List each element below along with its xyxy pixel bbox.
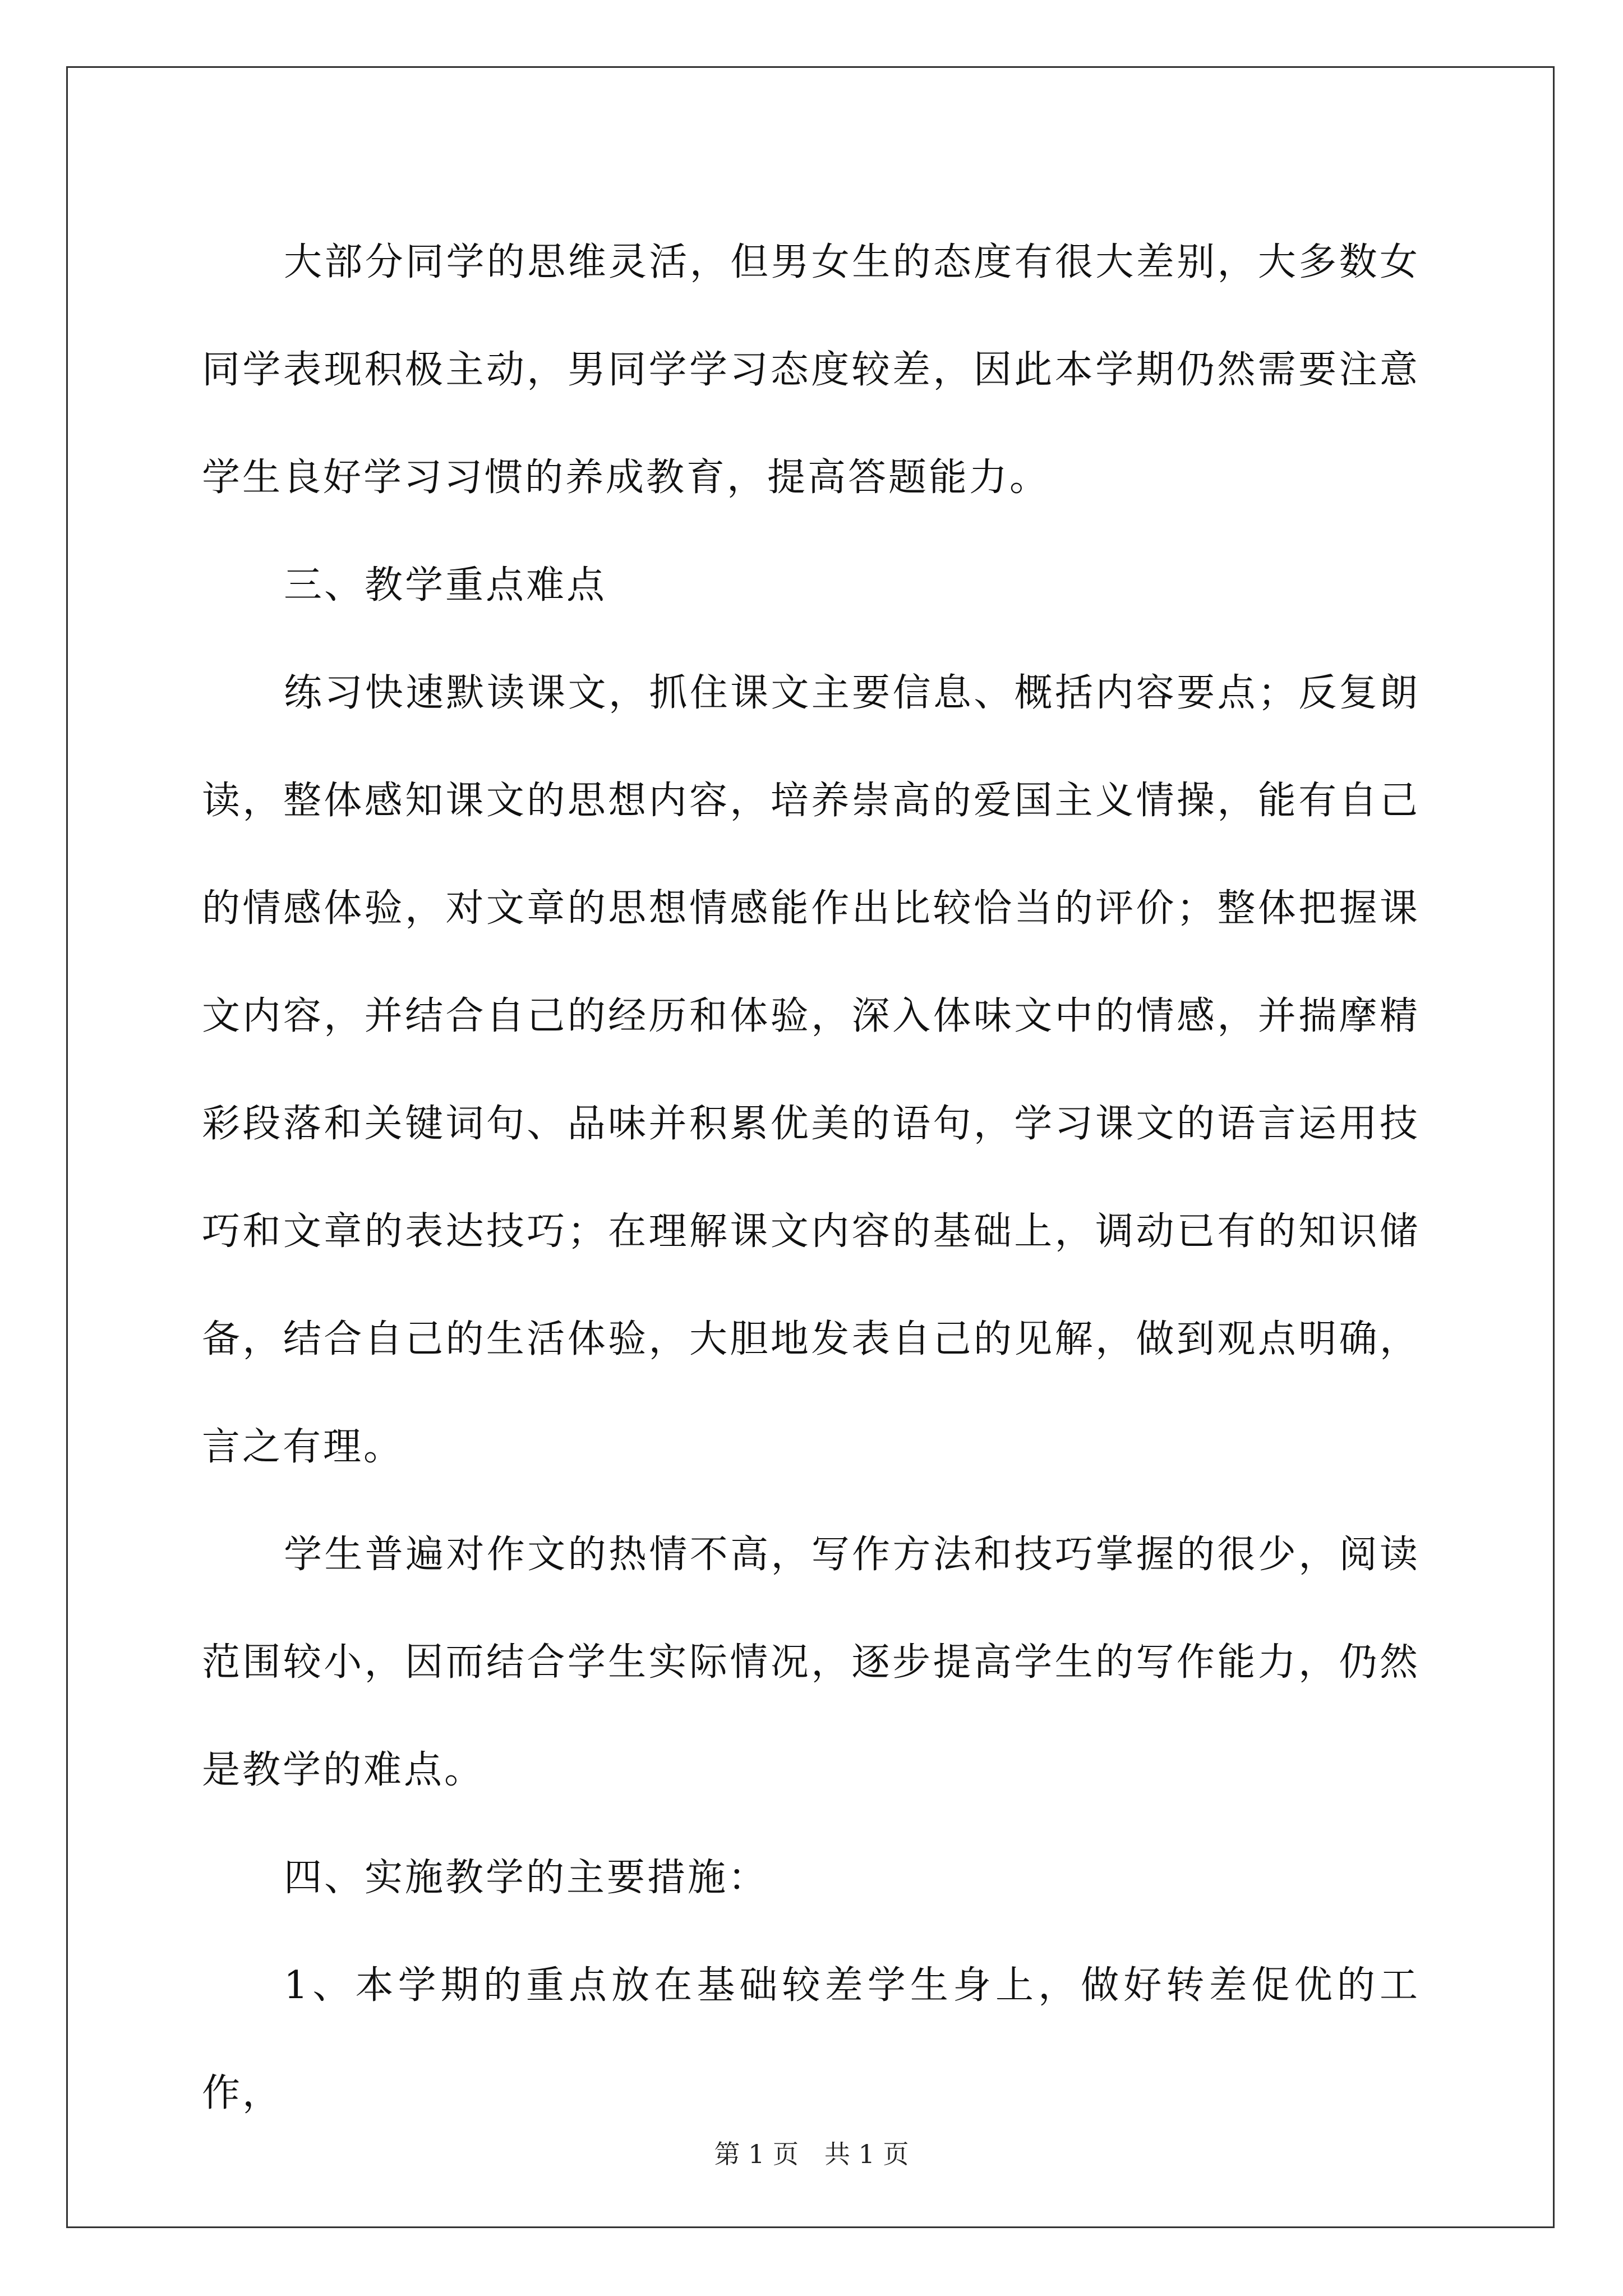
page-number-footer: 第 1 页 共 1 页 <box>714 2139 909 2169</box>
paragraph-student-attitude: 大部分同学的思维灵活，但男女生的态度有很大差别，大多数女同学表现积极主动，男同学学习态度较差，因此本学期仍然需要注意学生良好学习习惯的养成教育，提高答题能力。 <box>202 240 1420 500</box>
paragraph-measure-1: 1、本学期的重点放在基础较差学生身上，做好转差促优的工作， <box>202 1963 1420 2115</box>
section-heading-key-points: 三、教学重点难点 <box>284 563 607 608</box>
paragraph-teaching-goals: 练习快速默读课文，抓住课文主要信息、概括内容要点；反复朗读，整体感知课文的思想内容，培养崇高的爱国主义情操，能有自己的情感体验，对文章的思想情感能作出比较恰当的评价；整体把握课文内容，并结合自己的经历和体验，深入体味文中的情感，并揣摩精彩段落和关键词句、品味并积累优美的语句，学习课文的语言运用技巧和文章的表达技巧；在理解课文内容的基础上，调动已有的知识储备，结合自己的生活体验，大胆地发表自己的见解，做到观点明确，言之有理。 <box>202 671 1420 1469</box>
paragraph-writing-difficulty: 学生普遍对作文的热情不高，写作方法和技巧掌握的很少，阅读范围较小，因而结合学生实际情况，逐步提高学生的写作能力，仍然是教学的难点。 <box>202 1533 1420 1792</box>
document-body <box>202 209 1420 2147</box>
section-heading-measures: 四、实施教学的主要措施： <box>284 1856 769 1900</box>
